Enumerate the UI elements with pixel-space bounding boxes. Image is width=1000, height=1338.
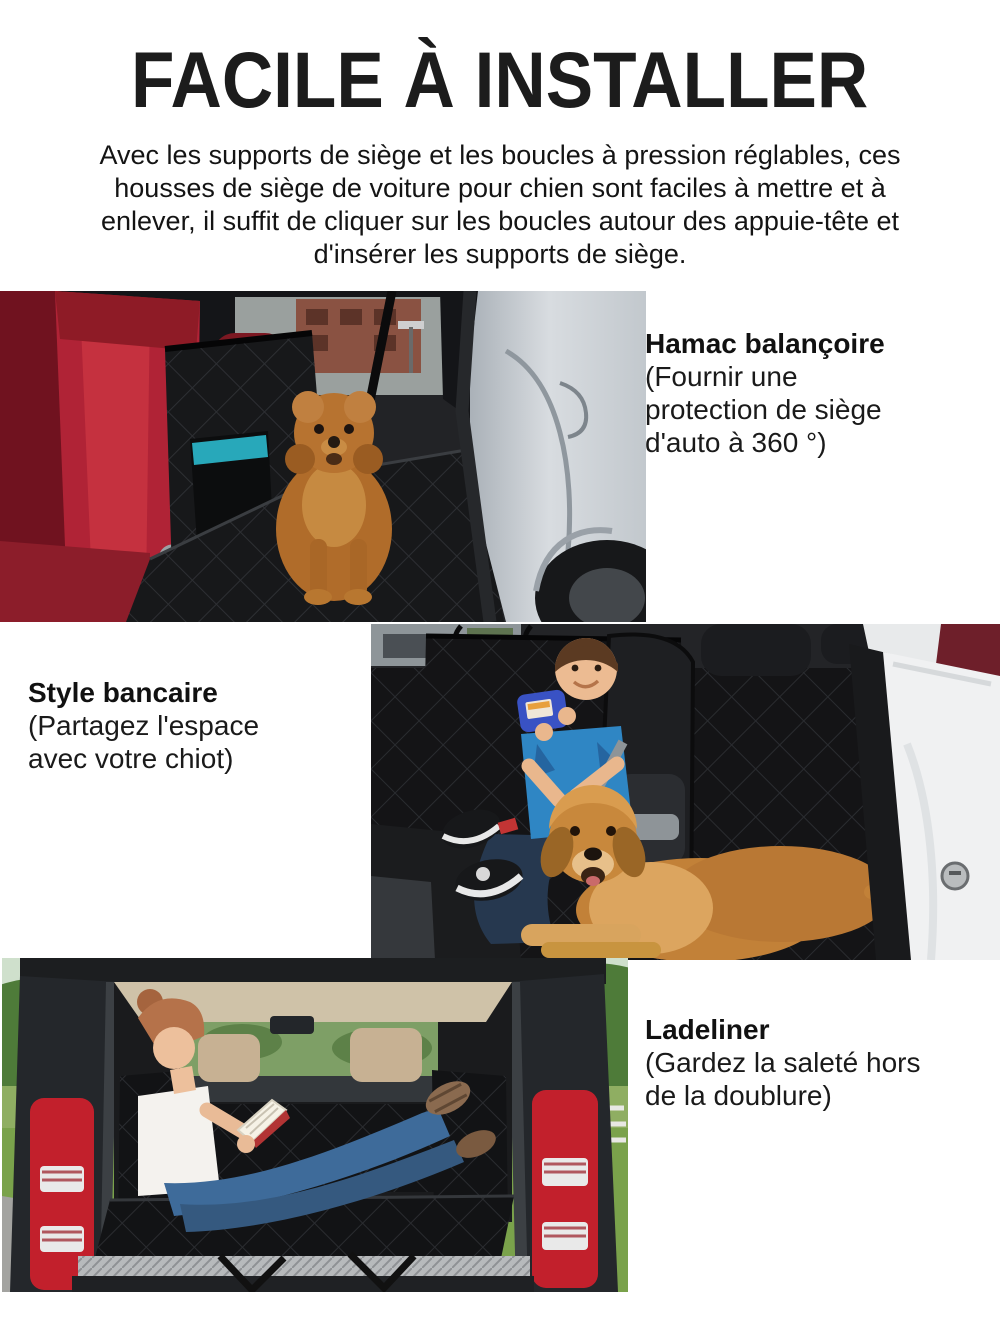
feature-hammock-desc-line: (Fournir une — [645, 361, 798, 392]
cargo-liner-illustration — [2, 958, 628, 1292]
intro-line: Avec les supports de siège et les boucles à pression réglables, ces — [99, 140, 901, 170]
bench-seat-illustration — [371, 624, 1000, 960]
page-title — [0, 35, 1000, 124]
feature-bench-desc-line: (Partagez l'espace — [28, 710, 260, 741]
feature-hammock-desc-line: d'auto à 360 °) — [645, 427, 827, 458]
intro-paragraph — [0, 139, 1000, 271]
right-taillight — [532, 1090, 598, 1288]
intro-line: enlever, il suffit de cliquer sur les boucles autour des appuie-tête et — [101, 206, 899, 236]
photo-bench-seat — [371, 624, 1000, 960]
feature-hammock-title: Hamac balançoire — [645, 328, 885, 359]
intro-line: housses de siège de voiture pour chien sont faciles à mettre et à — [114, 173, 886, 203]
intro-line: d'insérer les supports de siège. — [313, 239, 687, 269]
feature-ladeliner-caption — [645, 1013, 995, 1112]
feature-bench-desc-line: avec votre chiot) — [28, 743, 234, 774]
feature-ladeliner-desc-line: (Gardez la saleté hors — [645, 1047, 921, 1078]
page-title-text: FACILE À INSTALLER — [131, 35, 869, 124]
photo-cargo-liner — [2, 958, 628, 1292]
feature-bench-caption — [28, 676, 368, 775]
dog-hammock-illustration — [0, 291, 646, 622]
feature-bench-title: Style bancaire — [28, 677, 218, 708]
feature-ladeliner-title: Ladeliner — [645, 1014, 770, 1045]
feature-hammock-caption — [645, 327, 995, 459]
photo-dog-hammock — [0, 291, 646, 622]
feature-ladeliner-desc-line: de la doublure) — [645, 1080, 832, 1111]
feature-hammock-desc-line: protection de siège — [645, 394, 882, 425]
